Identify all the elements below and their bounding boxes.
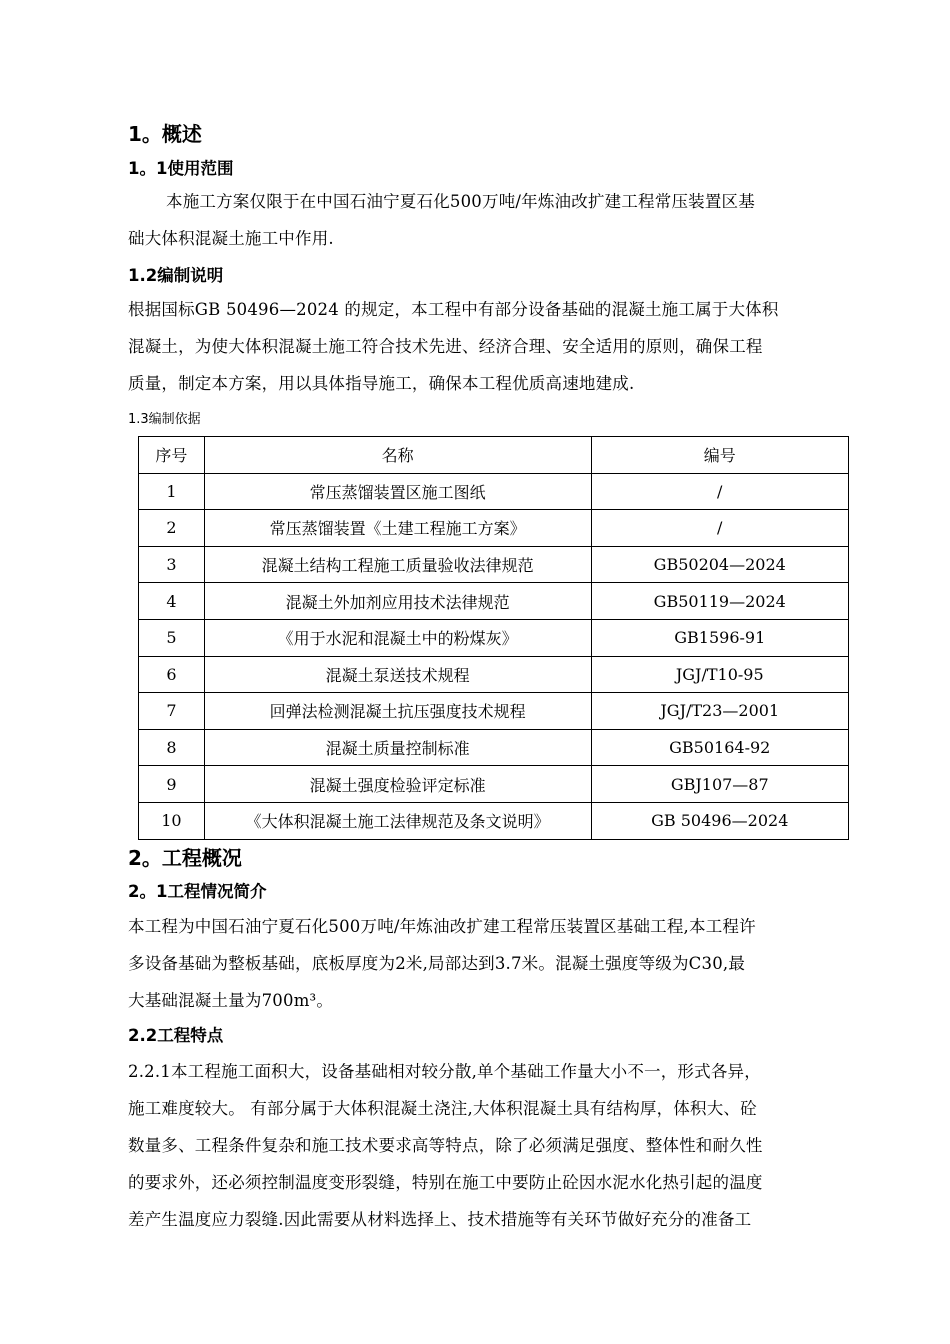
cell-name: 常压蒸馏装置区施工图纸 — [204, 473, 591, 510]
section-1-3-title: 1.3编制依据 — [128, 412, 201, 427]
paragraph-line: 本工程为中国石油宁夏石化500万吨/年炼油改扩建工程常压装置区基础工程,本工程许 — [128, 917, 756, 936]
cell-index: 10 — [139, 802, 205, 839]
cell-name: 常压蒸馏装置《土建工程施工方案》 — [204, 510, 591, 547]
section-2-1-title: 2。1工程情况简介 — [128, 882, 267, 901]
table-row — [139, 546, 849, 583]
cell-index: 6 — [139, 656, 205, 693]
paragraph-line: 础大体积混凝土施工中作用. — [128, 229, 334, 248]
header-code: 编号 — [591, 437, 849, 474]
cell-code: / — [591, 473, 849, 510]
table-row — [139, 510, 849, 547]
table-row — [139, 802, 849, 839]
cell-index: 4 — [139, 583, 205, 620]
paragraph-line: 的要求外，还必须控制温度变形裂缝，特别在施工中要防止砼因水泥水化热引起的温度 — [128, 1173, 763, 1192]
cell-name: 《用于水泥和混凝土中的粉煤灰》 — [204, 619, 591, 656]
cell-code: GB 50496—2024 — [591, 802, 849, 839]
paragraph-line: 施工难度较大。 有部分属于大体积混凝土浇注,大体积混凝土具有结构厚，体积大、砼 — [128, 1099, 757, 1118]
cell-index: 3 — [139, 546, 205, 583]
cell-code: GB50204—2024 — [591, 546, 849, 583]
paragraph-line: 2.2.1本工程施工面积大，设备基础相对较分散,单个基础工作量大小不一，形式各异， — [128, 1062, 761, 1081]
section-2-2-title: 2.2工程特点 — [128, 1026, 224, 1045]
cell-name: 《大体积混凝土施工法律规范及条文说明》 — [204, 802, 591, 839]
paragraph-line: 数量多、工程条件复杂和施工技术要求高等特点，除了必须满足强度、整体性和耐久性 — [128, 1136, 763, 1155]
cell-code: GB50119—2024 — [591, 583, 849, 620]
paragraph-line: 多设备基础为整板基础，底板厚度为2米,局部达到3.7米。混凝土强度等级为C30,最 — [128, 954, 746, 973]
cell-index: 7 — [139, 693, 205, 730]
header-name: 名称 — [204, 437, 591, 474]
paragraph-line: 本施工方案仅限于在中国石油宁夏石化500万吨/年炼油改扩建工程常压装置区基 — [166, 192, 755, 211]
paragraph-line: 混凝土，为使大体积混凝土施工符合技术先进、经济合理、安全适用的原则，确保工程 — [128, 337, 763, 356]
section-1-1-title: 1。1使用范围 — [128, 159, 234, 178]
paragraph-line: 大基础混凝土量为700m³。 — [128, 991, 334, 1010]
table-row — [139, 619, 849, 656]
cell-code: JGJ/T23—2001 — [591, 693, 849, 730]
section-1-2-title: 1.2编制说明 — [128, 266, 224, 285]
cell-index: 9 — [139, 766, 205, 803]
cell-code: GB1596-91 — [591, 619, 849, 656]
table-row — [139, 473, 849, 510]
cell-name: 混凝土质量控制标准 — [204, 729, 591, 766]
table-row — [139, 656, 849, 693]
table-row — [139, 766, 849, 803]
section-2-title: 2。工程概况 — [128, 846, 242, 870]
cell-name: 混凝土强度检验评定标准 — [204, 766, 591, 803]
paragraph-line: 根据国标GB 50496—2024 的规定，本工程中有部分设备基础的混凝土施工属于大体积 — [128, 300, 779, 319]
header-index: 序号 — [139, 437, 205, 474]
table-header-row — [139, 437, 849, 474]
reference-table — [138, 436, 849, 840]
cell-code: GBJ107—87 — [591, 766, 849, 803]
cell-index: 1 — [139, 473, 205, 510]
cell-code: JGJ/T10-95 — [591, 656, 849, 693]
table-row — [139, 693, 849, 730]
cell-index: 2 — [139, 510, 205, 547]
cell-index: 5 — [139, 619, 205, 656]
paragraph-line: 质量，制定本方案，用以具体指导施工，确保本工程优质高速地建成. — [128, 374, 635, 393]
cell-code: / — [591, 510, 849, 547]
cell-name: 混凝土泵送技术规程 — [204, 656, 591, 693]
cell-code: GB50164-92 — [591, 729, 849, 766]
cell-index: 8 — [139, 729, 205, 766]
table-row — [139, 729, 849, 766]
cell-name: 混凝土外加剂应用技术法律规范 — [204, 583, 591, 620]
table-row — [139, 583, 849, 620]
cell-name: 回弹法检测混凝土抗压强度技术规程 — [204, 693, 591, 730]
cell-name: 混凝土结构工程施工质量验收法律规范 — [204, 546, 591, 583]
section-1-title: 1。概述 — [128, 122, 202, 146]
paragraph-line: 差产生温度应力裂缝.因此需要从材料选择上、技术措施等有关环节做好充分的准备工 — [128, 1210, 752, 1229]
